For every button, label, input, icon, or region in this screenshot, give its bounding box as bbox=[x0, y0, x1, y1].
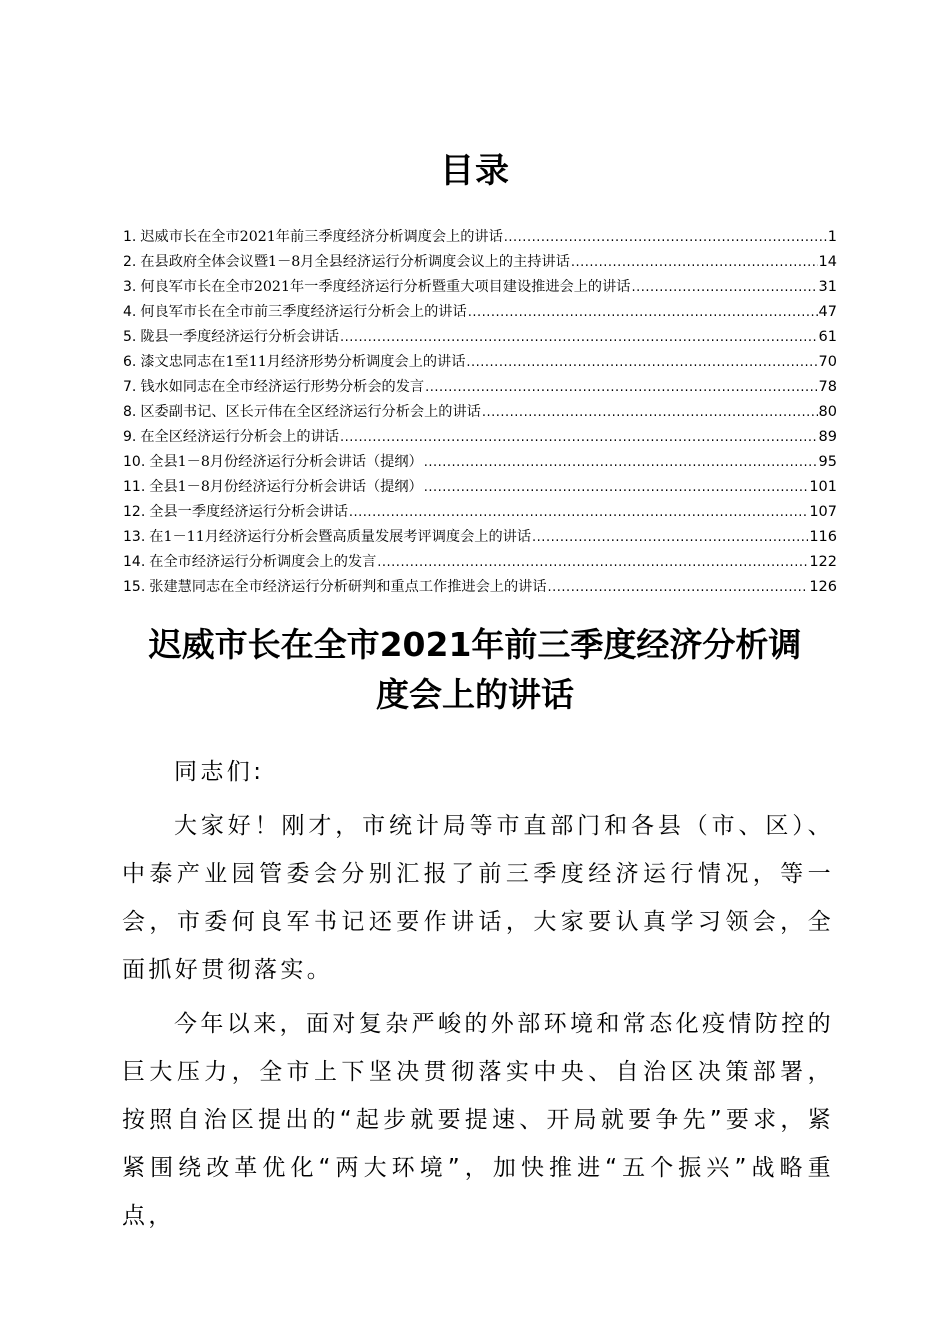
toc-entry-page: 14 bbox=[818, 254, 837, 270]
toc-title: 目录 bbox=[440, 151, 510, 191]
toc-entry-page: 78 bbox=[818, 379, 837, 395]
toc-entry-title: 陇县一季度经济运行分析会讲话 bbox=[140, 329, 339, 345]
speech-body bbox=[122, 748, 834, 1246]
toc-entry-number: 15. bbox=[123, 579, 146, 595]
toc-leader-dots bbox=[377, 550, 808, 575]
toc-leader-dots bbox=[571, 250, 818, 275]
salutation: 同志们: bbox=[174, 759, 265, 785]
toc-entry[interactable] bbox=[123, 575, 837, 600]
toc-entry-title: 全县1－8月份经济运行分析会讲话（提纲） bbox=[149, 479, 423, 495]
toc-entry-title: 在县政府全体会议暨1－8月全县经济运行分析调度会议上的主持讲话 bbox=[140, 254, 570, 270]
toc-leader-dots bbox=[504, 225, 827, 250]
toc-entry-number: 5. bbox=[123, 329, 137, 345]
toc-entry-page: 70 bbox=[818, 354, 837, 370]
toc-entry-page: 31 bbox=[818, 279, 837, 295]
toc-entry-page: 101 bbox=[809, 479, 837, 495]
toc-entry-page: 122 bbox=[809, 554, 837, 570]
toc-entry-number: 13. bbox=[123, 529, 146, 545]
toc-entry-number: 11. bbox=[123, 479, 146, 495]
toc-entry-title: 在全区经济运行分析会上的讲话 bbox=[140, 429, 339, 445]
toc-entry[interactable] bbox=[123, 375, 837, 400]
toc-entry-page: 47 bbox=[818, 304, 837, 320]
toc-entry[interactable] bbox=[123, 450, 837, 475]
toc-leader-dots bbox=[466, 350, 817, 375]
toc-leader-dots bbox=[631, 275, 817, 300]
toc-entry-title: 何良军市长在全市前三季度经济运行分析会上的讲话 bbox=[140, 304, 467, 320]
toc-entry-page: 126 bbox=[809, 579, 837, 595]
toc-entry-page: 116 bbox=[809, 529, 837, 545]
toc-entry-title: 区委副书记、区长亓伟在全区经济运行分析会上的讲话 bbox=[140, 404, 481, 420]
toc-leader-dots bbox=[340, 325, 818, 350]
body-paragraph: 今年以来，面对复杂严峻的外部环境和常态化疫情防控的巨大压力，全市上下坚决贯彻落实中央、自治区决策部署，按照自治区提出的“起步就要提速、开局就要争先”要求，紧紧围绕改革优化“两大环境”，加快推进“五个振兴”战略重点， bbox=[122, 1011, 834, 1229]
toc-entry[interactable] bbox=[123, 400, 837, 425]
toc-entry[interactable] bbox=[123, 225, 837, 250]
speech-title-line-1: 迟威市长在全市2021年前三季度经济分析调 bbox=[148, 625, 802, 664]
toc-entry-page: 61 bbox=[818, 329, 837, 345]
toc-leader-dots bbox=[532, 525, 808, 550]
toc-leader-dots bbox=[424, 450, 818, 475]
toc-entry-number: 9. bbox=[123, 429, 137, 445]
toc-entry-number: 7. bbox=[123, 379, 137, 395]
toc-entry-page: 95 bbox=[818, 454, 837, 470]
toc-leader-dots bbox=[424, 475, 809, 500]
toc-entry-title: 全县1－8月份经济运行分析会讲话（提纲） bbox=[149, 454, 423, 470]
toc-entry-number: 14. bbox=[123, 554, 146, 570]
toc-entry[interactable] bbox=[123, 275, 837, 300]
toc-entry[interactable] bbox=[123, 475, 837, 500]
toc-entry-number: 12. bbox=[123, 504, 146, 520]
toc-entry-title: 迟威市长在全市2021年前三季度经济分析调度会上的讲话 bbox=[140, 229, 503, 245]
toc-entry-number: 1. bbox=[123, 229, 137, 245]
toc-entry-page: 1 bbox=[827, 229, 837, 245]
toc-entry-number: 4. bbox=[123, 304, 137, 320]
toc-entry[interactable] bbox=[123, 525, 837, 550]
toc-entry-number: 6. bbox=[123, 354, 137, 370]
toc-leader-dots bbox=[340, 425, 818, 450]
toc-entry[interactable] bbox=[123, 250, 837, 275]
toc-entry-number: 10. bbox=[123, 454, 146, 470]
toc-entry[interactable] bbox=[123, 550, 837, 575]
toc-entry-title: 钱水如同志在全市经济运行形势分析会的发言 bbox=[140, 379, 425, 395]
toc-leader-dots bbox=[468, 300, 818, 325]
body-paragraph: 大家好！刚才，市统计局等市直部门和各县（市、区）、中泰产业园管委会分别汇报了前三季度经济运行情况，等一会，市委何良军书记还要作讲话，大家要认真学习领会，全面抓好贯彻落实。 bbox=[122, 813, 834, 983]
toc-entry-number: 8. bbox=[123, 404, 137, 420]
toc-entry-title: 在1－11月经济运行分析会暨高质量发展考评调度会上的讲话 bbox=[149, 529, 532, 545]
toc-entry-title: 张建慧同志在全市经济运行分析研判和重点工作推进会上的讲话 bbox=[149, 579, 547, 595]
table-of-contents bbox=[123, 225, 837, 600]
toc-leader-dots bbox=[482, 400, 818, 425]
toc-entry-title: 何良军市长在全市2021年一季度经济运行分析暨重大项目建设推进会上的讲话 bbox=[140, 279, 631, 295]
toc-entry-page: 107 bbox=[809, 504, 837, 520]
toc-entry-number: 3. bbox=[123, 279, 137, 295]
toc-entry-title: 在全市经济运行分析调度会上的发言 bbox=[149, 554, 377, 570]
toc-entry[interactable] bbox=[123, 325, 837, 350]
toc-entry-page: 80 bbox=[818, 404, 837, 420]
toc-entry[interactable] bbox=[123, 500, 837, 525]
toc-entry-title: 全县一季度经济运行分析会讲话 bbox=[149, 504, 348, 520]
toc-entry[interactable] bbox=[123, 350, 837, 375]
toc-entry-number: 2. bbox=[123, 254, 137, 270]
toc-entry[interactable] bbox=[123, 300, 837, 325]
speech-title-line-2: 度会上的讲话 bbox=[376, 675, 574, 714]
toc-leader-dots bbox=[425, 375, 817, 400]
toc-entry-page: 89 bbox=[818, 429, 837, 445]
toc-entry-title: 漆文忠同志在1至11月经济形势分析调度会上的讲话 bbox=[140, 354, 466, 370]
toc-leader-dots bbox=[548, 575, 809, 600]
toc-leader-dots bbox=[349, 500, 808, 525]
speech-title bbox=[100, 620, 850, 720]
toc-entry[interactable] bbox=[123, 425, 837, 450]
